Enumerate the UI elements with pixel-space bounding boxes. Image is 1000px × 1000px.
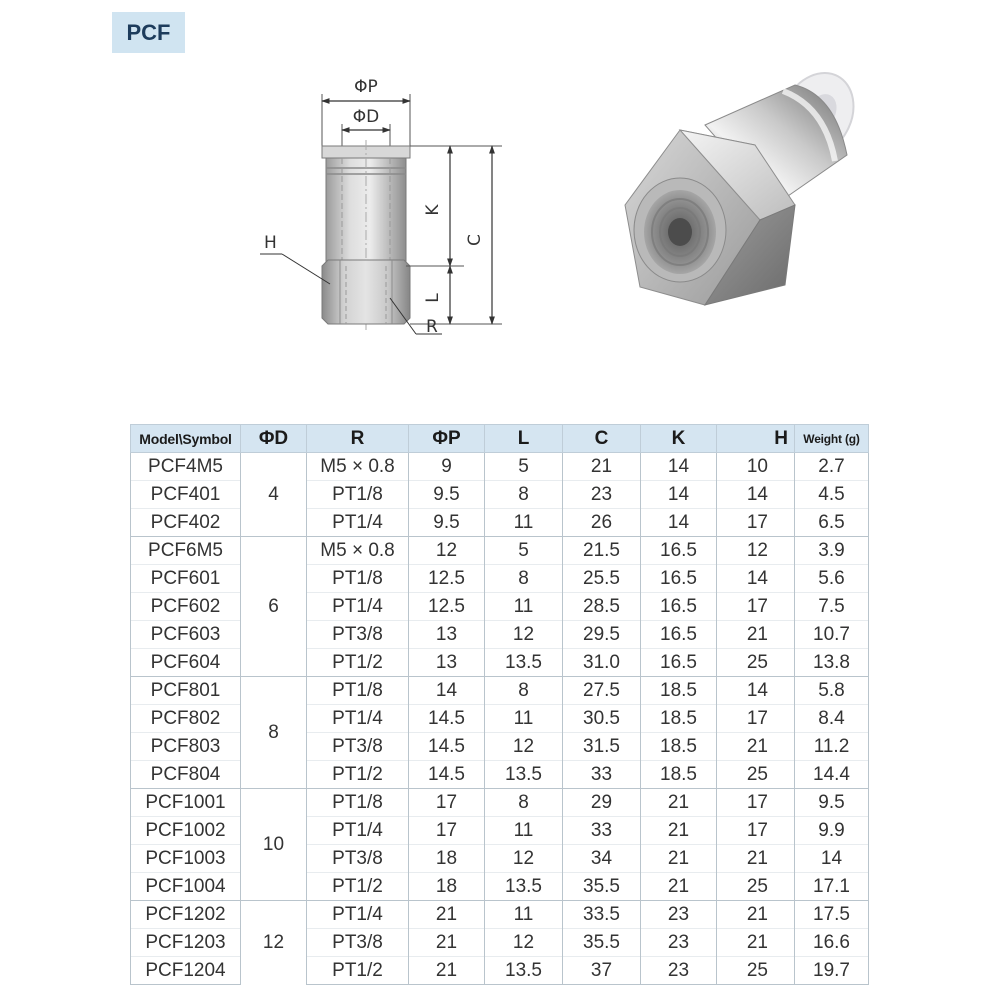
cell-l: 13.5	[485, 957, 563, 985]
cell-k: 16.5	[641, 593, 717, 621]
cell-model: PCF803	[131, 733, 241, 761]
cell-model: PCF604	[131, 649, 241, 677]
cell-model: PCF6M5	[131, 537, 241, 565]
header-c: C	[563, 425, 641, 453]
cell-r: M5 × 0.8	[307, 453, 409, 481]
cell-phi-p: 18	[409, 873, 485, 901]
cell-phi-d-group: 4	[241, 453, 307, 537]
cell-weight: 4.5	[795, 481, 869, 509]
cell-r: PT1/4	[307, 593, 409, 621]
cell-phi-p: 12	[409, 537, 485, 565]
cell-h: 21	[717, 929, 795, 957]
cell-k: 16.5	[641, 537, 717, 565]
cell-c: 31.5	[563, 733, 641, 761]
cell-weight: 13.8	[795, 649, 869, 677]
cell-l: 11	[485, 817, 563, 845]
cell-h: 17	[717, 593, 795, 621]
cell-phi-d-group: 6	[241, 537, 307, 677]
spec-table-body	[131, 453, 869, 985]
cell-model: PCF602	[131, 593, 241, 621]
cell-l: 8	[485, 565, 563, 593]
cell-model: PCF1004	[131, 873, 241, 901]
cell-weight: 7.5	[795, 593, 869, 621]
cell-r: PT1/4	[307, 901, 409, 929]
cell-c: 34	[563, 845, 641, 873]
cell-phi-p: 13	[409, 649, 485, 677]
cell-phi-p: 18	[409, 845, 485, 873]
header-model: Model\Symbol	[131, 425, 241, 453]
table-row	[131, 677, 869, 705]
cell-phi-p: 14	[409, 677, 485, 705]
cell-k: 18.5	[641, 733, 717, 761]
product-series-title: PCF	[126, 19, 171, 45]
cell-c: 25.5	[563, 565, 641, 593]
cell-weight: 19.7	[795, 957, 869, 985]
header-r: R	[307, 425, 409, 453]
label-c: C	[465, 234, 485, 246]
cell-k: 16.5	[641, 565, 717, 593]
cell-h: 17	[717, 509, 795, 537]
dimension-drawing	[240, 70, 540, 370]
cell-l: 12	[485, 733, 563, 761]
cell-h: 25	[717, 649, 795, 677]
cell-weight: 9.9	[795, 817, 869, 845]
cell-c: 23	[563, 481, 641, 509]
cell-r: PT1/4	[307, 817, 409, 845]
cell-c: 29	[563, 789, 641, 817]
cell-phi-p: 13	[409, 621, 485, 649]
cell-model: PCF1202	[131, 901, 241, 929]
cell-c: 21.5	[563, 537, 641, 565]
cell-l: 13.5	[485, 761, 563, 789]
cell-l: 12	[485, 845, 563, 873]
cell-weight: 3.9	[795, 537, 869, 565]
cell-h: 10	[717, 453, 795, 481]
cell-weight: 6.5	[795, 509, 869, 537]
cell-phi-p: 17	[409, 817, 485, 845]
cell-model: PCF601	[131, 565, 241, 593]
cell-model: PCF1003	[131, 845, 241, 873]
cell-weight: 9.5	[795, 789, 869, 817]
table-row	[131, 789, 869, 817]
cell-c: 33	[563, 761, 641, 789]
cell-c: 35.5	[563, 873, 641, 901]
cell-l: 8	[485, 789, 563, 817]
cell-k: 14	[641, 509, 717, 537]
product-series-badge	[112, 12, 185, 53]
cell-k: 18.5	[641, 761, 717, 789]
cell-r: PT1/2	[307, 761, 409, 789]
cell-k: 23	[641, 957, 717, 985]
cell-r: PT3/8	[307, 845, 409, 873]
cell-r: PT3/8	[307, 621, 409, 649]
cell-l: 11	[485, 901, 563, 929]
cell-weight: 2.7	[795, 453, 869, 481]
cell-h: 17	[717, 789, 795, 817]
cell-weight: 5.8	[795, 677, 869, 705]
cell-model: PCF801	[131, 677, 241, 705]
cell-model: PCF4M5	[131, 453, 241, 481]
cell-model: PCF1001	[131, 789, 241, 817]
cell-r: PT1/8	[307, 677, 409, 705]
cell-h: 14	[717, 481, 795, 509]
table-header-row	[131, 425, 869, 453]
cell-c: 37	[563, 957, 641, 985]
cell-weight: 16.6	[795, 929, 869, 957]
cell-phi-p: 9.5	[409, 509, 485, 537]
cell-weight: 14	[795, 845, 869, 873]
cell-phi-p: 9	[409, 453, 485, 481]
cell-weight: 11.2	[795, 733, 869, 761]
cell-c: 28.5	[563, 593, 641, 621]
cell-l: 11	[485, 705, 563, 733]
label-h: H	[264, 233, 277, 253]
header-h: H	[717, 425, 795, 453]
cell-model: PCF1203	[131, 929, 241, 957]
label-phi-d: ΦD	[352, 107, 380, 127]
cell-model: PCF402	[131, 509, 241, 537]
header-phi-d: ΦD	[241, 425, 307, 453]
cell-l: 12	[485, 621, 563, 649]
cell-phi-p: 14.5	[409, 733, 485, 761]
cell-r: M5 × 0.8	[307, 537, 409, 565]
cell-l: 11	[485, 509, 563, 537]
cell-phi-p: 12.5	[409, 593, 485, 621]
cell-phi-d-group: 12	[241, 901, 307, 985]
cell-k: 14	[641, 453, 717, 481]
cell-c: 31.0	[563, 649, 641, 677]
cell-phi-p: 21	[409, 957, 485, 985]
cell-model: PCF1002	[131, 817, 241, 845]
cell-phi-p: 12.5	[409, 565, 485, 593]
cell-h: 25	[717, 761, 795, 789]
cell-r: PT1/8	[307, 481, 409, 509]
cell-k: 23	[641, 929, 717, 957]
cell-r: PT1/4	[307, 705, 409, 733]
cell-r: PT1/8	[307, 565, 409, 593]
cell-r: PT1/2	[307, 649, 409, 677]
cell-k: 16.5	[641, 621, 717, 649]
cell-h: 21	[717, 621, 795, 649]
cell-k: 21	[641, 845, 717, 873]
cell-l: 13.5	[485, 649, 563, 677]
cell-model: PCF804	[131, 761, 241, 789]
cell-phi-d-group: 10	[241, 789, 307, 901]
cell-k: 21	[641, 817, 717, 845]
cell-h: 21	[717, 901, 795, 929]
cell-phi-p: 14.5	[409, 705, 485, 733]
cell-k: 18.5	[641, 677, 717, 705]
cell-l: 5	[485, 453, 563, 481]
cell-phi-p: 9.5	[409, 481, 485, 509]
cell-l: 13.5	[485, 873, 563, 901]
cell-r: PT3/8	[307, 733, 409, 761]
table-row	[131, 901, 869, 929]
cell-c: 30.5	[563, 705, 641, 733]
cell-c: 26	[563, 509, 641, 537]
table-row	[131, 453, 869, 481]
cell-l: 8	[485, 677, 563, 705]
cell-h: 25	[717, 957, 795, 985]
cell-h: 17	[717, 705, 795, 733]
cell-h: 14	[717, 677, 795, 705]
cell-k: 23	[641, 901, 717, 929]
cell-r: PT1/2	[307, 957, 409, 985]
cell-l: 11	[485, 593, 563, 621]
cell-k: 16.5	[641, 649, 717, 677]
cell-r: PT1/2	[307, 873, 409, 901]
cell-weight: 10.7	[795, 621, 869, 649]
label-l: L	[423, 293, 443, 303]
cell-model: PCF401	[131, 481, 241, 509]
header-l: L	[485, 425, 563, 453]
cell-weight: 5.6	[795, 565, 869, 593]
header-phi-p: ΦP	[409, 425, 485, 453]
cell-k: 14	[641, 481, 717, 509]
cell-weight: 14.4	[795, 761, 869, 789]
cell-h: 21	[717, 845, 795, 873]
cell-h: 12	[717, 537, 795, 565]
header-weight: Weight (g)	[795, 425, 869, 453]
cell-c: 21	[563, 453, 641, 481]
cell-weight: 8.4	[795, 705, 869, 733]
cell-c: 29.5	[563, 621, 641, 649]
table-row	[131, 537, 869, 565]
label-r: R	[426, 317, 438, 337]
cell-h: 25	[717, 873, 795, 901]
cell-weight: 17.1	[795, 873, 869, 901]
cell-k: 18.5	[641, 705, 717, 733]
cell-c: 33.5	[563, 901, 641, 929]
label-phi-p: ΦP	[354, 77, 378, 97]
cell-l: 12	[485, 929, 563, 957]
cell-model: PCF603	[131, 621, 241, 649]
cell-phi-d-group: 8	[241, 677, 307, 789]
cell-c: 27.5	[563, 677, 641, 705]
cell-k: 21	[641, 789, 717, 817]
cell-weight: 17.5	[795, 901, 869, 929]
cell-phi-p: 21	[409, 929, 485, 957]
cell-r: PT1/8	[307, 789, 409, 817]
cell-model: PCF802	[131, 705, 241, 733]
cell-model: PCF1204	[131, 957, 241, 985]
cell-c: 35.5	[563, 929, 641, 957]
cell-phi-p: 14.5	[409, 761, 485, 789]
cell-c: 33	[563, 817, 641, 845]
cell-phi-p: 17	[409, 789, 485, 817]
spec-table	[130, 424, 869, 985]
fitting-photo	[585, 55, 885, 365]
cell-k: 21	[641, 873, 717, 901]
header-k: K	[641, 425, 717, 453]
cell-r: PT1/4	[307, 509, 409, 537]
label-k: K	[423, 204, 443, 216]
cell-l: 8	[485, 481, 563, 509]
cell-phi-p: 21	[409, 901, 485, 929]
cell-h: 17	[717, 817, 795, 845]
cell-h: 21	[717, 733, 795, 761]
cell-r: PT3/8	[307, 929, 409, 957]
cell-l: 5	[485, 537, 563, 565]
cell-h: 14	[717, 565, 795, 593]
